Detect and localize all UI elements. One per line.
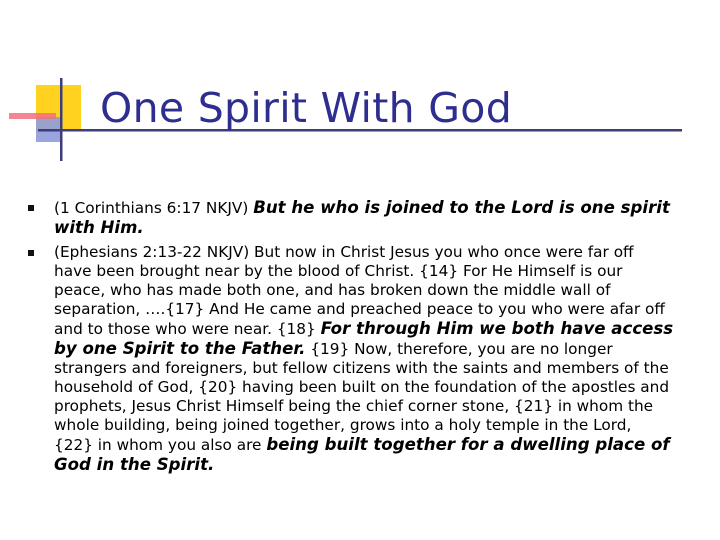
deco-red-bar (9, 113, 56, 119)
square-bullet-icon (28, 205, 34, 211)
bullet-item (24, 243, 674, 475)
emphasized-quote: For through Him we both have access by one Spirit to the Father. (54, 319, 674, 358)
scripture-text: (Ephesians 2:13-22 NKJV) But now in Christ Jesus you who once were far off have been brought near by the blood of Christ. {14} For He Himself is our peace, who has made both one, and has broken down the middle wall of separation, ….{17} And He came and preached peace to you who were afar off and to those who were near. {18} (54, 243, 665, 338)
bullet-item (24, 198, 674, 238)
scripture-text: {19} Now, therefore, you are no longer strangers and foreigners, but fellow citizens with the saints and members of the household of God, {20} having been built on the foundation of the apostles and prophets, Jesus Christ Himself being the chief corner stone, {21} in whom the whole building, being joined together, grows into a holy temple in the Lord, {22} in whom you also are (54, 340, 670, 454)
bullet-text (54, 198, 674, 238)
scripture-text: (1 Corinthians 6:17 NKJV) (54, 199, 254, 217)
slide-title: One Spirit With God (100, 84, 513, 132)
deco-vertical-line (60, 78, 63, 161)
emphasized-quote: But he who is joined to the Lord is one spirit with Him. (54, 198, 670, 237)
square-bullet-icon (28, 250, 34, 256)
bullet-text (54, 243, 674, 475)
bullet-list (24, 198, 674, 475)
emphasized-quote: being built together for a dwelling place of God in the Spirit. (54, 435, 670, 474)
